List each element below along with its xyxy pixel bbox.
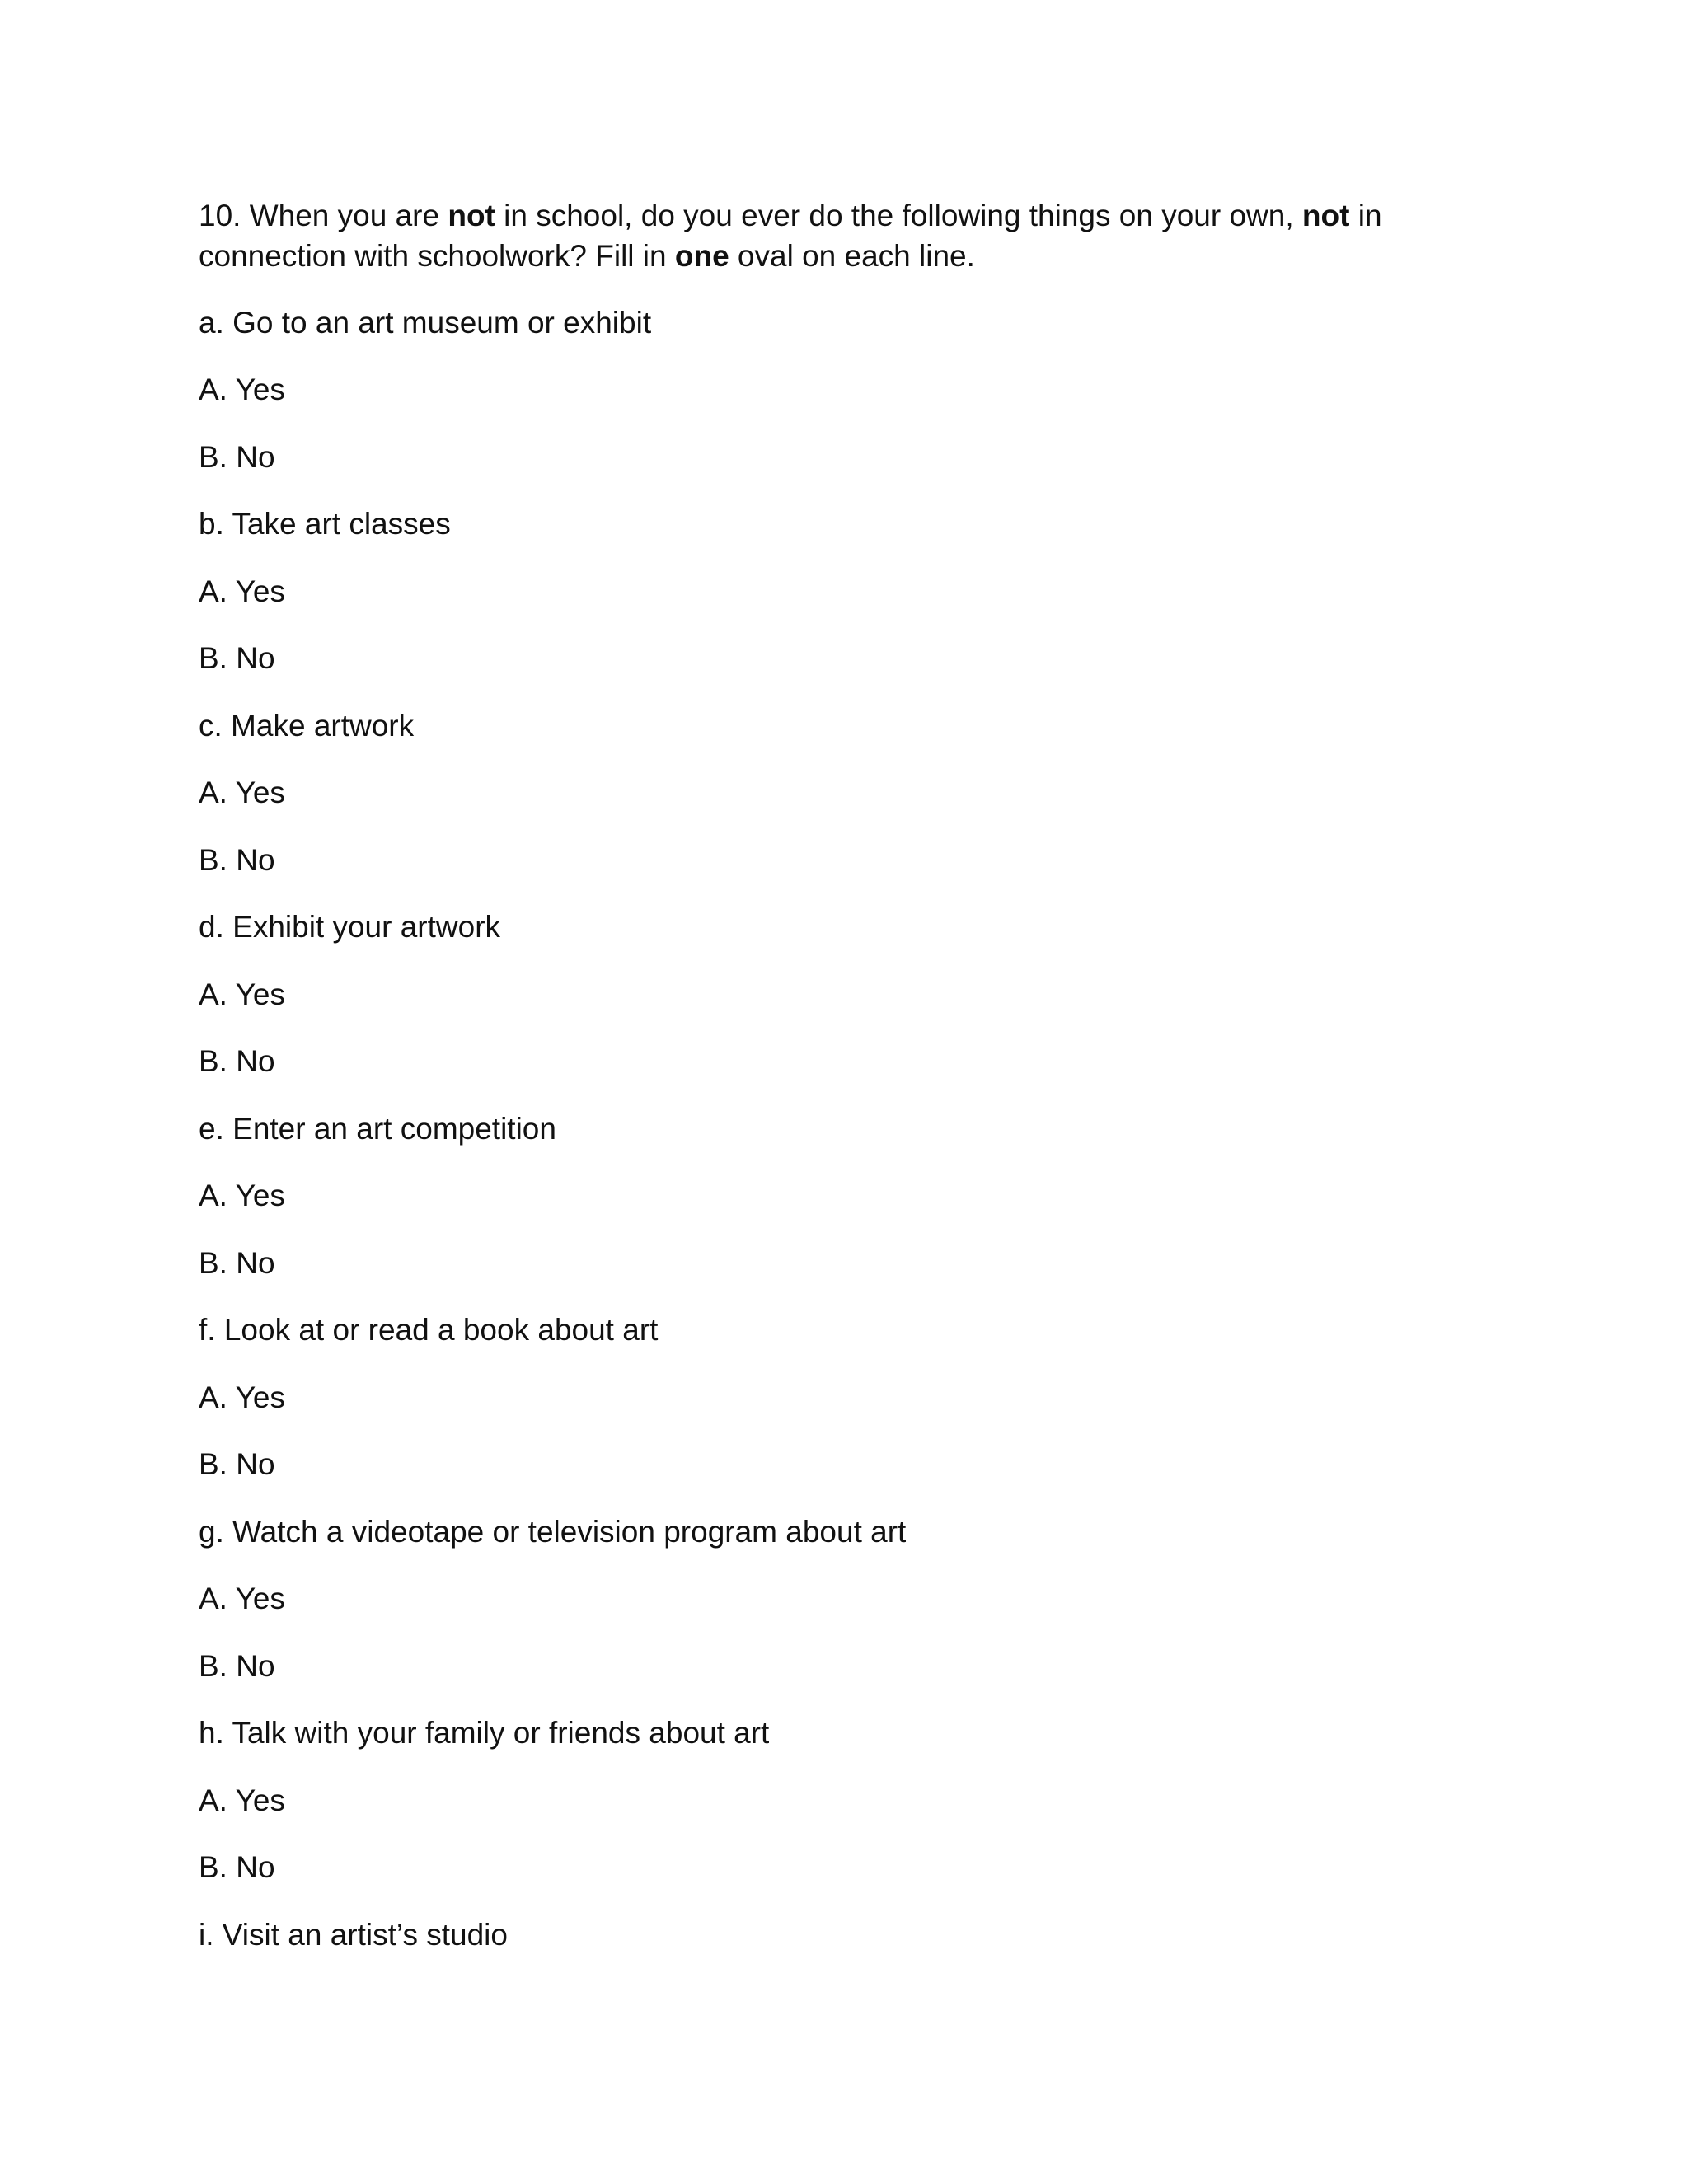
answer-option-yes[interactable]: A. Yes [199, 1179, 285, 1212]
question-text-part: oval on each line. [729, 239, 975, 273]
answer-option-yes[interactable]: A. Yes [199, 977, 285, 1011]
answer-option-yes[interactable]: A. Yes [199, 1380, 285, 1414]
question-text [199, 195, 1468, 276]
answer-option-yes[interactable]: A. Yes [199, 776, 285, 809]
question-text-part: in connection with schoolwork? Fill in [199, 199, 1382, 273]
item-prompt: a. Go to an art museum or exhibit [199, 306, 652, 340]
answer-option-no[interactable]: B. No [199, 1447, 275, 1481]
answer-option-no[interactable]: B. No [199, 843, 275, 877]
item-prompt: e. Enter an art competition [199, 1112, 556, 1146]
answer-option-no[interactable]: B. No [199, 641, 275, 675]
answer-option-yes[interactable]: A. Yes [199, 574, 285, 608]
answer-option-no[interactable]: B. No [199, 440, 275, 474]
item-prompt: h. Talk with your family or friends about art [199, 1716, 770, 1750]
question-emphasis: one [674, 239, 729, 273]
answer-option-no[interactable]: B. No [199, 1649, 275, 1683]
answer-option-yes[interactable]: A. Yes [199, 1582, 285, 1615]
item-prompt: i. Visit an artist’s studio [199, 1918, 508, 1952]
item-prompt: d. Exhibit your artwork [199, 910, 501, 944]
answer-option-yes[interactable]: A. Yes [199, 1783, 285, 1817]
answer-option-yes[interactable]: A. Yes [199, 373, 285, 406]
question-emphasis: not [448, 199, 495, 232]
question-text-part: in school, do you ever do the following things on your own, [495, 199, 1302, 232]
item-prompt: c. Make artwork [199, 709, 415, 743]
item-prompt: b. Take art classes [199, 507, 451, 541]
item-prompt: g. Watch a videotape or television program about art [199, 1515, 907, 1549]
question-text-part: 10. When you are [199, 199, 448, 232]
answer-option-no[interactable]: B. No [199, 1246, 275, 1280]
answer-option-no[interactable]: B. No [199, 1850, 275, 1884]
item-prompt: f. Look at or read a book about art [199, 1313, 659, 1347]
answer-option-no[interactable]: B. No [199, 1044, 275, 1078]
question-emphasis: not [1301, 199, 1350, 232]
